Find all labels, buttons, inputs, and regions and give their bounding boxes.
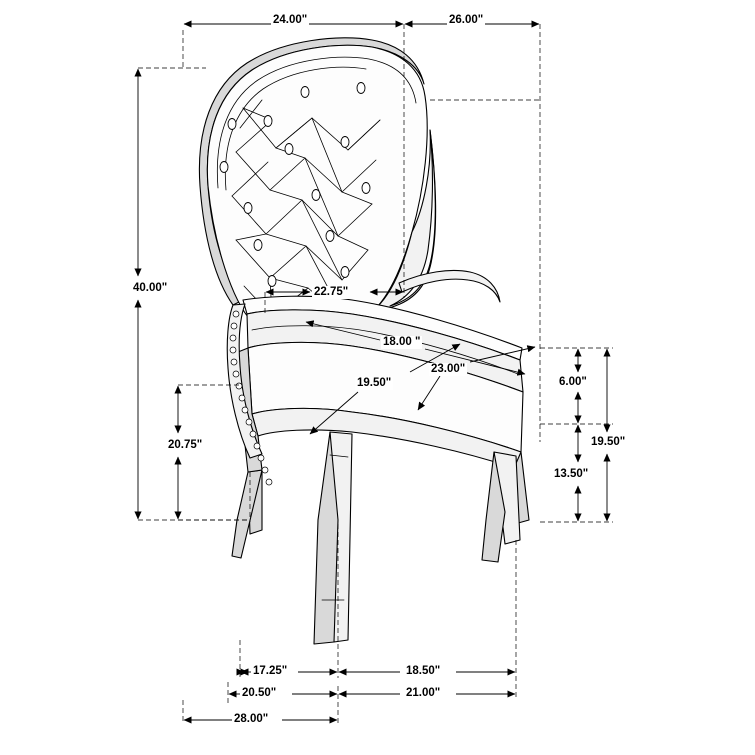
dim-label-front-leg-spread: 17.25" xyxy=(253,665,288,677)
dim-label-seat-height: 19.50" xyxy=(591,436,626,448)
dim-label-seat-front-diagonal: 19.50" xyxy=(357,377,392,389)
dim-label-base-side-width: 21.00" xyxy=(406,687,441,699)
dim-label-seat-cushion-height: 6.00" xyxy=(559,376,587,388)
dim-label-overall-height: 40.00" xyxy=(133,282,168,294)
dim-label-base-front-width: 20.50" xyxy=(242,687,277,699)
dim-label-top-right-width: 26.00" xyxy=(449,14,484,26)
dim-label-overall-depth: 28.00" xyxy=(234,713,269,725)
dim-label-leg-height: 13.50" xyxy=(554,468,589,480)
dim-label-top-left-width: 24.00" xyxy=(273,14,308,26)
dim-label-seat-width-diagonal: 23.00" xyxy=(431,363,466,375)
dim-label-seat-depth-diagonal: 18.00 " xyxy=(383,336,421,348)
dim-label-arm-height: 20.75" xyxy=(168,439,203,451)
dim-label-side-leg-spread: 18.50" xyxy=(406,665,441,677)
dim-label-back-inner-width: 22.75" xyxy=(314,286,349,298)
